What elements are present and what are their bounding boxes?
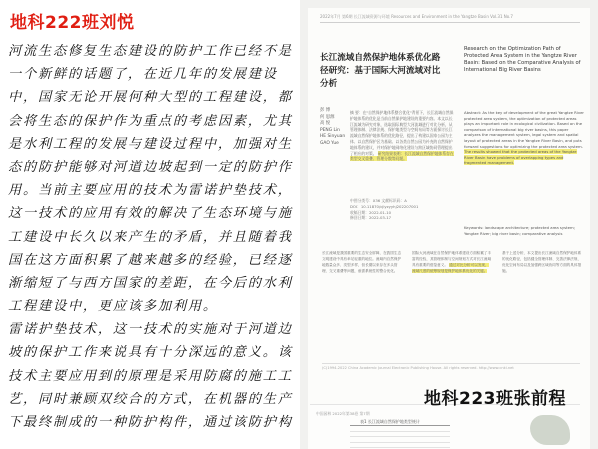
handwritten-line: 是水利工程的发展与建设过程中，加强对生 xyxy=(8,136,293,152)
table-caption: 表1 长江流域自然保护地类型统计 xyxy=(360,419,420,424)
handwritten-line: 河流生态修复生态建设的防护工作已经不是 xyxy=(8,44,293,59)
body-column-3: 基于上述分析，本文提出长江流域自然保护地体系的优化路径，包括健全管理体制、完善法律法规、优化空间布局以及加强跨区域协同等方面的具体措施。 xyxy=(502,251,582,273)
copyright-footer: (C)1994-2022 China Academic Journal Electronic Publishing House. All rights reserved. http://www.cnki.net xyxy=(322,363,580,370)
handwritten-line: 艺，同时兼顾双绞合的方式，在机器的生产 xyxy=(8,391,293,407)
handwritten-line: 态的防护能够对河道边坡起到一定的防护作 xyxy=(8,159,293,175)
paper-title-en: Research on the Optimization Path of Protected Area System in the Yangtze River Basin: Based on the Comparative Analysis of International Big River Basins xyxy=(464,46,581,73)
handwritten-line: 一个新鲜的话题了，在近几年的发展建设 xyxy=(8,67,278,83)
abstract-en-text: Abstract: As the key of development of the great Yangtze River protected area system, the optimization of protected areas plays an important role in ecological civilization. Based on the comparison of international big river basins, this paper analyzes the management system, legal system and spatial layout of protected areas in the Yangtze River Basin, and puts forward suggestions for optimizing the protected area system. xyxy=(464,110,584,149)
handwritten-line: 下最终制成的一种防护构件，通过该防护构 xyxy=(8,415,293,430)
handwritten-line: 渐缩短了与西方国家的差距，在今后的水利 xyxy=(8,275,293,291)
handwritten-line: 国在这方面积累了越来越多的经验，已经逐 xyxy=(8,252,293,268)
article-meta xyxy=(350,198,454,221)
author-name: 彭 博 xyxy=(320,108,331,113)
handwritten-line: 用。当前主要应用的技术为雷诺护垫技术， xyxy=(8,183,293,199)
handwritten-line: 工程建设中，更应该多加利用。 xyxy=(8,299,218,315)
journal-page xyxy=(308,8,590,449)
body-text: 国际大河流域在自然保护地体系建设方面积累了丰富的经验，其管理体制与空间规划方式对长江流域具有重要的借鉴意义。 xyxy=(412,251,492,267)
basin-map-thumbnail xyxy=(530,415,570,445)
handwritten-line: 这一技术的应用有效的解决了生态环境与施 xyxy=(8,206,293,222)
highlighted-sentence: 研究结果表明：长江流域自然保护地体系存在类型交叉重叠、管理分散等问题。 xyxy=(350,150,454,162)
highlighted-sentence: The results showed that the protected areas of the Yangtze River Basin have problems of overlapping types and fragmented management. xyxy=(464,149,577,166)
abstract-cn xyxy=(350,110,454,162)
data-table xyxy=(350,425,450,449)
handwritten-line: 技术主要应用到的原理是采用防腐的施工工 xyxy=(8,368,293,384)
abstract-cn-text: 摘 要：在"自然保护地体系整合优化"背景下，长江流域自然保护地体系的优化是当前自然保护地建设的重要内容。本文以长江流域为研究对象，选取国际典型大河流域进行对比分析，从管理体制、法律法规、保护地类型与空间布局等方面探讨长江流域自然保护地体系的优化路径，提出了构建以国家公园为主体、以自然保护区为基础、以各类自然公园为补充的自然保护地体系的建议，并对保护地网络化建设与跨区域协同管理提出了相应的对策。 xyxy=(350,110,454,156)
author-name: 何 思源 xyxy=(320,114,335,120)
student-title: 地科222班刘悦 xyxy=(10,13,135,33)
journal-photo-panel xyxy=(300,0,598,449)
table-row xyxy=(350,439,450,443)
author-name: PENG Lin xyxy=(320,127,340,133)
table-row xyxy=(350,444,450,448)
second-page-preview xyxy=(310,404,580,449)
meta-line: 收稿日期：2022-01-10 xyxy=(350,209,392,215)
handwritten-line: 会将生态的保护作为重点的考虑因素，尤其 xyxy=(8,113,293,129)
author-name: 高 悦 xyxy=(320,121,331,127)
table-row xyxy=(350,433,450,437)
author-list xyxy=(320,108,346,148)
journal-header: 2022年7月 第6期 长江流域资源与环境 Resources and Environment in the Yangtze Basin Vol.31 No.7 xyxy=(320,14,580,23)
handwritten-line: 工建设中长久以来产生的矛盾，并且随着我 xyxy=(8,229,293,245)
author-name: HE Sinyuan xyxy=(320,134,346,140)
paper-title-cn: 长江流域自然保护地体系优化路径研究：基于国际大河流域对比分析 xyxy=(320,53,441,89)
abstract-en xyxy=(464,110,584,166)
handwritten-line: 坡的保护工作来说具有十分深远的意义。该 xyxy=(8,345,293,361)
handwritten-text xyxy=(8,40,294,434)
meta-line: DOI：10.11870/cjlyzyyhj202207001 xyxy=(350,203,419,209)
highlighted-sentence: 通过对比分析可以发现，流域尺度的统筹规划是保护地体系优化的关键。 xyxy=(412,262,489,273)
body-column-2 xyxy=(412,251,492,275)
page2-meta: 中国园林 2022年第38卷 第7期 xyxy=(316,411,370,416)
handwritten-line: 中，国家无论开展何种大型的工程建设，都 xyxy=(8,90,293,106)
table-row xyxy=(350,428,450,432)
meta-line: 中图分类号：X36 文献标识码：A xyxy=(350,198,407,203)
handwritten-line: 雷诺护垫技术，这一技术的实施对于河道边 xyxy=(8,322,293,338)
student-title-2: 地科223班张前程 xyxy=(424,389,566,409)
meta-line: 修回日期：2022-03-17 xyxy=(350,215,392,221)
body-column-1: 长江流域是我国重要的生态安全屏障，在我国生态文明建设中具有举足轻重的地位。流域内自然保护地数量众多、类型多样，但长期以来存在多头管理、交叉重叠等问题，亟需系统性的整合优化。 xyxy=(322,251,402,273)
author-name: GAO Yue xyxy=(320,140,339,146)
keywords-en: Keywords: landscape architecture; protected area system; Yangtze River; big river basin; comparative analysis xyxy=(464,225,575,236)
